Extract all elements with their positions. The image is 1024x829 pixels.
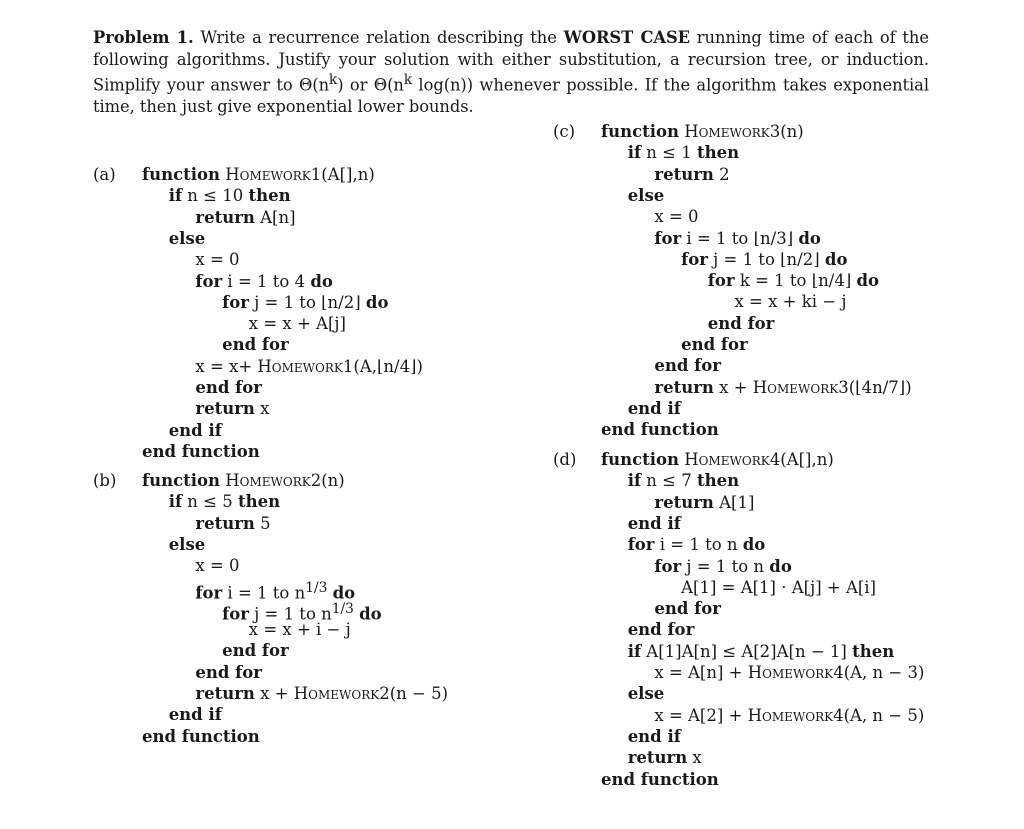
code-line: for i = 1 to n do <box>627 535 766 555</box>
part-a-label: (a) <box>93 165 116 184</box>
code-line: function Homework1(A[],n) <box>142 165 375 184</box>
code-line: x = 0 <box>195 250 240 270</box>
code-line: end if <box>627 513 681 533</box>
code-line: return 2 <box>654 164 730 184</box>
part-d-label: (d) <box>553 450 577 469</box>
code-line: end function <box>601 769 719 789</box>
code-line: else <box>168 534 206 554</box>
code-line: end function <box>142 726 260 746</box>
code-line: return 5 <box>195 513 271 533</box>
code-line: end function <box>601 420 719 440</box>
code-line: end for <box>654 599 721 619</box>
problem-heading: Problem 1. <box>93 28 194 47</box>
exponent-k-2: k <box>403 72 413 88</box>
code-line: if A[1]A[n] ≤ A[2]A[n − 1] then <box>627 641 895 661</box>
code-line: else <box>627 684 665 704</box>
code-line: x = x + i − j <box>248 620 351 640</box>
code-line: else <box>627 185 665 205</box>
worst-case-emphasis: WORST CASE <box>563 28 691 47</box>
code-line: function Homework2(n) <box>142 471 345 490</box>
code-line: function Homework4(A[],n) <box>601 450 834 469</box>
part-b-label: (b) <box>93 471 117 490</box>
code-line: end if <box>168 420 222 440</box>
code-line: end for <box>195 378 262 397</box>
code-line: end for <box>222 335 289 355</box>
code-line: for j = 1 to n do <box>654 556 792 576</box>
code-line: x = x+ Homework1(A,⌊n/4⌋) <box>195 356 423 376</box>
code-line: for i = 1 to ⌊n/3⌋ do <box>654 228 821 248</box>
code-line: return A[n] <box>195 207 296 227</box>
problem-text-2: running time of each of the following algorithms. Justify your solution with either substitution, a recursion tree, or induction. Simplify your answer to Θ(n <box>93 28 929 95</box>
code-line: end for <box>654 356 721 376</box>
code-line: end function <box>142 441 260 461</box>
code-line: for k = 1 to ⌊n/4⌋ do <box>707 271 880 291</box>
problem-statement <box>93 27 929 117</box>
code-line: end if <box>168 705 222 725</box>
code-line: for j = 1 to $n^{1/3}$ do <box>222 600 382 624</box>
code-line: if n ≤ 5 then <box>168 492 281 512</box>
code-line: end for <box>627 620 695 640</box>
code-line: for j = 1 to ⌊n/2⌋ do <box>222 292 389 312</box>
code-line: A[1] = A[1] · A[j] + A[i] <box>681 577 877 597</box>
code-line: return x + Homework3(⌊4n/7⌋) <box>654 377 912 397</box>
code-line: if n ≤ 10 then <box>168 186 291 206</box>
exponent-k: k <box>329 72 338 88</box>
code-line: end for <box>222 641 289 661</box>
code-line: if n ≤ 7 then <box>627 471 740 491</box>
code-line: if n ≤ 1 then <box>627 143 740 163</box>
code-line: x = 0 <box>195 556 240 576</box>
code-line: end for <box>707 313 775 333</box>
code-line: return x + Homework2(n − 5) <box>195 684 449 703</box>
code-line: return A[1] <box>654 492 755 512</box>
code-line: x = x + A[j] <box>248 314 346 334</box>
code-line: end for <box>681 335 748 354</box>
code-line: function Homework3(n) <box>601 122 804 141</box>
problem-text-4: log(n)) whenever possible. If the algorithm takes exponential time, then just give exponential lower bounds. <box>93 75 929 116</box>
code-line: x = x + ki − j <box>734 292 847 312</box>
code-line: end if <box>627 398 681 418</box>
code-line: return x <box>195 399 270 419</box>
problem-text-1: Write a recurrence relation describing the <box>200 28 557 47</box>
code-line: for j = 1 to ⌊n/2⌋ do <box>681 249 848 269</box>
code-line: end if <box>627 726 681 746</box>
code-line: x = 0 <box>654 207 699 227</box>
part-c-label: (c) <box>553 122 576 141</box>
code-line: else <box>168 228 206 248</box>
problem-text-3: ) or Θ(n <box>337 75 404 95</box>
code-line: x = A[n] + Homework4(A, n − 3) <box>654 663 925 682</box>
code-line: for i = 1 to $n^{1/3}$ do <box>195 579 356 602</box>
code-line: return x <box>627 748 702 768</box>
code-line: x = A[2] + Homework4(A, n − 5) <box>654 705 925 725</box>
code-line: end for <box>195 662 262 682</box>
code-line: for i = 1 to 4 do <box>195 271 333 291</box>
